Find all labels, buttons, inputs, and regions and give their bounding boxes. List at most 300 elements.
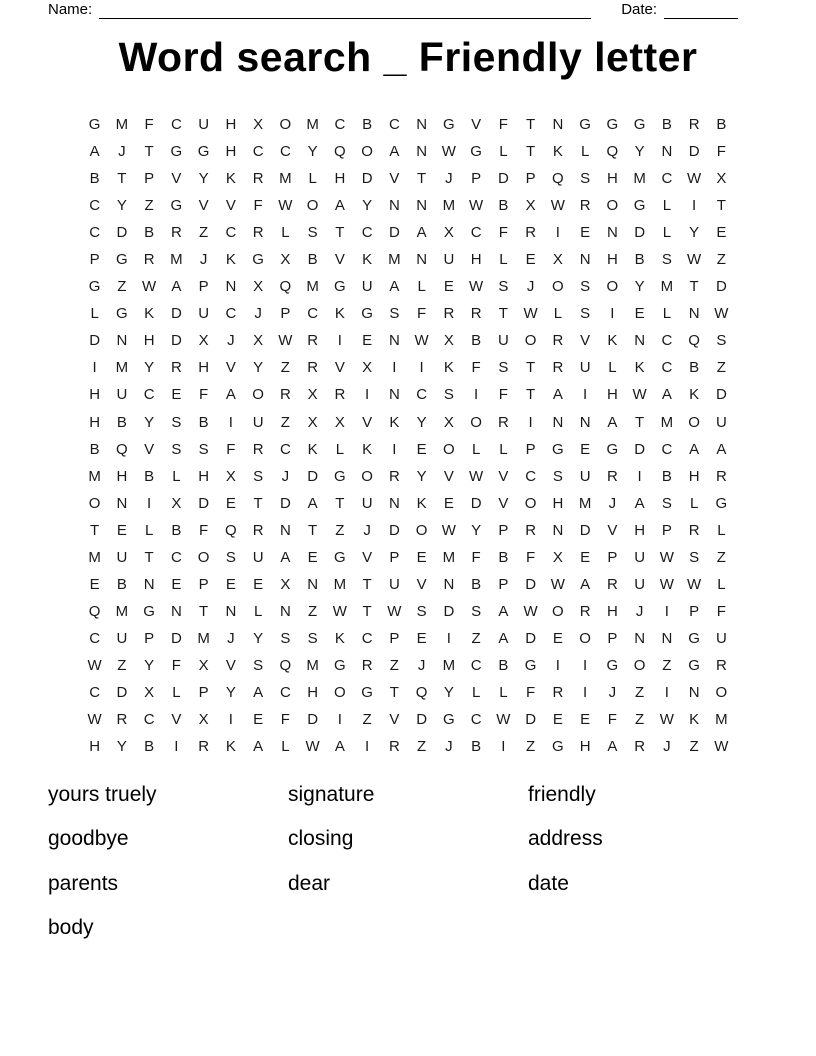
grid-letter: I [555,656,560,674]
grid-letter: Y [634,143,645,161]
grid-letter: A [280,548,291,566]
grid-letter: P [389,629,400,647]
grid-letter: W [414,332,429,350]
grid-letter: L [662,197,672,215]
grid-letter: W [387,602,402,620]
grid-letter: G [715,494,728,512]
grid-letter: B [498,656,509,674]
grid-letter: V [471,116,482,134]
word-list-item: yours truely [48,783,157,806]
grid-letter: D [443,602,455,620]
grid-letter: M [442,548,456,566]
grid-letter: B [144,738,155,756]
grid-letter: G [688,656,700,674]
grid-letter: P [661,521,672,539]
grid-letter: L [499,684,508,701]
word-list-item: date [528,871,569,895]
grid-letter: A [552,386,563,404]
grid-letter: G [606,656,619,674]
grid-letter: F [417,305,427,323]
word-search-grid [81,111,735,760]
grid-letter: L [717,521,726,539]
grid-letter: F [498,224,508,242]
grid-letter: P [689,602,700,620]
grid-letter: G [88,116,101,134]
grid-letter: B [362,116,373,134]
grid-letter: A [389,143,400,161]
grid-letter: H [116,467,128,485]
grid-row [81,192,735,219]
grid-letter: W [714,305,729,323]
word-list-item: signature [288,783,375,806]
grid-letter: N [116,494,128,512]
grid-letter: V [171,711,182,729]
grid-row [81,598,735,625]
grid-letter: X [362,359,373,377]
grid-letter: B [116,413,127,431]
grid-letter: K [607,332,618,350]
grid-letter: R [198,738,210,756]
word-list-item: dear [288,871,331,895]
grid-letter: W [632,386,647,404]
grid-letter: T [498,305,508,323]
grid-letter: I [610,305,615,323]
grid-letter: V [389,711,400,729]
grid-letter: J [635,602,644,620]
grid-letter: M [633,170,646,188]
grid-letter: G [552,440,564,458]
grid-letter: E [225,575,236,593]
grid-letter: Y [253,629,264,647]
grid-letter: D [525,629,537,647]
grid-letter: S [389,305,400,323]
grid-letter: K [389,413,400,431]
grid-letter: C [170,116,182,134]
grid-letter: N [606,224,618,242]
grid-letter: B [471,332,482,350]
grid-letter: P [198,278,209,296]
grid-letter: N [416,116,428,134]
grid-letter: C [143,386,155,404]
grid-letter: R [388,738,400,756]
grid-letter: I [555,224,560,242]
grid-letter: H [198,467,210,485]
grid-letter: S [307,629,318,647]
grid-letter: C [661,440,673,458]
grid-letter: N [388,386,400,404]
grid-letter: G [443,116,455,134]
grid-letter: X [198,332,209,350]
grid-letter: F [498,386,508,404]
grid-letter: H [552,494,564,512]
grid-letter: O [306,197,319,215]
grid-letter: R [525,224,537,242]
grid-letter: F [716,602,726,620]
grid-letter: O [252,386,264,404]
grid-letter: S [498,278,509,296]
grid-letter: R [579,197,591,215]
grid-letter: J [526,278,535,296]
grid-letter: D [470,494,482,512]
grid-letter: S [198,440,209,458]
grid-letter: H [89,386,101,404]
grid-letter: D [361,170,373,188]
grid-letter: D [116,224,128,242]
grid-letter: L [499,251,508,269]
grid-letter: C [89,224,101,242]
grid-letter: T [689,278,699,296]
grid-letter: C [225,224,237,242]
grid-letter: R [470,305,482,323]
grid-letter: O [361,467,373,485]
grid-letter: H [89,413,101,431]
grid-letter: Q [552,170,564,188]
grid-letter: Z [335,521,345,539]
grid-letter: O [470,413,482,431]
grid-letter: H [225,143,237,161]
grid-letter: E [525,251,536,269]
grid-letter: L [662,224,672,242]
grid-letter: A [253,738,264,756]
grid-letter: M [88,467,101,485]
grid-letter: J [199,251,208,269]
grid-letter: I [228,413,233,431]
grid-letter: T [144,143,154,161]
grid-letter: N [443,575,455,593]
grid-letter: D [388,224,400,242]
word-list-column [528,773,768,951]
grid-letter: N [143,575,155,593]
grid-letter: D [525,575,537,593]
grid-letter: Z [716,359,726,377]
grid-letter: V [416,575,427,593]
grid-letter: L [608,359,617,377]
grid-letter: O [524,494,537,512]
grid-letter: L [689,494,699,512]
grid-row [81,706,735,733]
grid-letter: T [90,521,100,539]
word-list-item: closing [288,827,354,851]
grid-letter: Q [334,143,346,161]
grid-letter: V [607,521,618,539]
grid-letter: U [361,278,373,296]
grid-letter: Z [117,278,127,296]
grid-row [81,246,735,273]
grid-letter: J [363,521,371,539]
grid-letter: C [279,440,291,458]
grid-letter: B [716,116,727,134]
grid-letter: Q [279,656,292,674]
grid-letter: J [608,684,617,701]
grid-letter: M [715,711,728,729]
grid-letter: V [225,359,236,377]
grid-letter: D [170,305,182,323]
grid-letter: S [661,251,672,269]
grid-row [81,517,735,544]
grid-letter: L [281,738,290,756]
grid-letter: F [280,711,290,729]
grid-letter: G [470,143,482,161]
grid-letter: S [580,278,591,296]
grid-letter: G [606,116,619,134]
grid-letter: E [253,575,264,593]
grid-letter: H [579,738,591,756]
worksheet-header [48,0,738,19]
grid-letter: N [225,602,237,620]
grid-letter: G [197,143,210,161]
grid-letter: N [552,413,564,431]
grid-letter: I [174,738,179,756]
grid-letter: X [280,575,291,593]
grid-letter: M [333,575,347,593]
grid-letter: Z [362,711,372,729]
grid-row [81,138,735,165]
grid-letter: V [225,656,236,674]
grid-letter: M [442,197,456,215]
grid-letter: P [498,521,509,539]
grid-letter: B [89,440,100,458]
grid-letter: U [252,548,264,566]
grid-letter: U [388,575,400,593]
grid-letter: J [663,738,671,756]
grid-letter: M [306,116,319,134]
grid-letter: E [580,440,591,458]
grid-letter: L [471,684,481,701]
grid-letter: X [525,197,536,215]
grid-letter: N [279,602,291,620]
grid-letter: G [443,711,455,729]
grid-letter: E [443,278,454,296]
grid-letter: I [474,386,479,404]
grid-letter: I [583,386,588,404]
grid-row [81,625,735,652]
grid-letter: V [225,197,236,215]
grid-letter: X [280,251,291,269]
grid-letter: V [334,251,345,269]
grid-letter: T [308,521,318,539]
grid-letter: T [362,602,372,620]
grid-letter: J [608,494,617,512]
grid-letter: P [607,548,618,566]
grid-letter: U [579,467,591,485]
grid-letter: X [225,467,236,485]
grid-row [81,733,735,760]
grid-letter: A [225,386,236,404]
grid-letter: C [470,224,482,242]
grid-letter: R [361,656,373,674]
grid-letter: C [661,332,673,350]
grid-letter: L [144,521,154,539]
grid-letter: R [606,467,618,485]
grid-letter: B [498,548,509,566]
grid-letter: F [226,440,236,458]
grid-letter: R [497,413,509,431]
grid-letter: H [606,170,618,188]
name-write-line [99,3,591,19]
grid-letter: U [634,575,646,593]
grid-letter: T [716,197,726,215]
grid-letter: I [228,711,233,729]
grid-letter: N [579,251,591,269]
grid-letter: G [688,629,700,647]
grid-letter: D [416,711,428,729]
grid-letter: E [552,629,563,647]
grid-letter: F [471,548,481,566]
grid-letter: L [281,224,290,242]
grid-letter: E [716,224,727,242]
grid-letter: Z [389,656,399,674]
grid-letter: C [89,629,101,647]
grid-letter: A [661,386,672,404]
grid-letter: S [471,602,482,620]
grid-letter: P [498,575,509,593]
grid-letter: O [633,656,646,674]
grid-letter: W [550,575,565,593]
grid-letter: J [281,467,290,485]
grid-letter: N [388,332,400,350]
grid-letter: F [716,143,726,161]
grid-letter: B [89,170,100,188]
grid-letter: J [445,738,453,756]
grid-letter: L [335,440,345,458]
grid-letter: R [252,521,264,539]
grid-letter: S [580,170,591,188]
grid-letter: Y [198,170,209,188]
grid-letter: A [498,602,509,620]
grid-letter: O [279,116,292,134]
grid-letter: C [361,224,373,242]
grid-letter: W [659,711,674,729]
grid-letter: Z [716,251,726,269]
grid-letter: Y [144,359,155,377]
grid-letter: M [306,278,319,296]
grid-letter: G [88,278,101,296]
grid-letter: C [252,143,264,161]
grid-letter: W [469,197,484,215]
grid-letter: C [661,170,673,188]
grid-letter: E [253,711,264,729]
grid-letter: K [225,251,236,269]
grid-letter: B [661,467,672,485]
grid-letter: X [307,386,318,404]
grid-letter: D [715,386,727,404]
grid-letter: O [415,521,428,539]
grid-letter: K [307,440,318,458]
grid-letter: K [225,170,236,188]
grid-letter: Y [689,224,700,242]
grid-letter: C [279,684,291,701]
word-list [48,773,768,951]
grid-letter: C [416,386,428,404]
grid-letter: G [143,602,155,620]
grid-letter: E [362,332,373,350]
grid-letter: U [579,359,591,377]
grid-letter: B [689,359,700,377]
grid-letter: D [170,629,182,647]
grid-letter: D [525,711,537,729]
grid-letter: I [147,494,152,512]
grid-letter: R [688,521,700,539]
grid-letter: B [634,251,645,269]
grid-letter: N [634,629,646,647]
grid-letter: R [334,386,346,404]
grid-letter: S [280,629,291,647]
grid-letter: C [470,656,482,674]
grid-letter: Y [116,197,127,215]
grid-letter: D [116,684,128,701]
grid-letter: E [416,629,427,647]
grid-letter: I [337,332,342,350]
grid-letter: Y [253,359,264,377]
grid-letter: M [660,278,674,296]
grid-letter: E [580,224,591,242]
grid-letter: B [116,575,127,593]
grid-letter: I [664,684,669,701]
grid-letter: I [637,467,642,485]
grid-letter: X [552,548,563,566]
grid-letter: H [606,251,618,269]
grid-letter: I [337,711,342,729]
grid-letter: R [525,521,537,539]
grid-letter: O [715,684,728,701]
word-list-item: friendly [528,783,596,806]
grid-letter: S [661,494,672,512]
grid-letter: R [252,440,264,458]
grid-letter: N [279,521,291,539]
grid-letter: W [659,575,674,593]
name-label: Name: [48,1,93,18]
grid-letter: Y [443,684,454,701]
grid-letter: N [661,629,673,647]
grid-letter: N [225,278,237,296]
grid-row [81,300,735,327]
grid-letter: S [443,386,454,404]
grid-letter: A [607,738,618,756]
grid-letter: M [388,251,401,269]
grid-letter: N [116,332,128,350]
grid-letter: I [92,359,97,377]
grid-letter: Y [144,656,155,674]
grid-letter: G [552,738,564,756]
grid-letter: N [579,413,591,431]
grid-letter: P [198,575,209,593]
grid-letter: C [334,116,346,134]
grid-letter: G [334,656,346,674]
grid-letter: Z [308,602,318,620]
grid-letter: L [499,143,508,161]
grid-letter: B [198,413,209,431]
grid-letter: U [715,413,727,431]
grid-letter: N [416,251,428,269]
grid-letter: O [334,684,346,701]
grid-letter: K [634,359,645,377]
grid-letter: R [606,575,618,593]
page-title: Word search _ Friendly letter [118,34,698,80]
grid-letter: N [552,521,564,539]
grid-row [81,679,735,706]
grid-letter: Q [606,143,619,161]
grid-letter: H [89,738,101,756]
grid-letter: U [252,413,264,431]
grid-letter: E [307,548,318,566]
grid-letter: U [497,332,509,350]
grid-letter: E [225,494,236,512]
grid-letter: D [634,440,646,458]
grid-letter: V [498,467,509,485]
grid-letter: N [634,332,646,350]
grid-letter: J [445,170,453,188]
grid-letter: J [227,629,235,647]
